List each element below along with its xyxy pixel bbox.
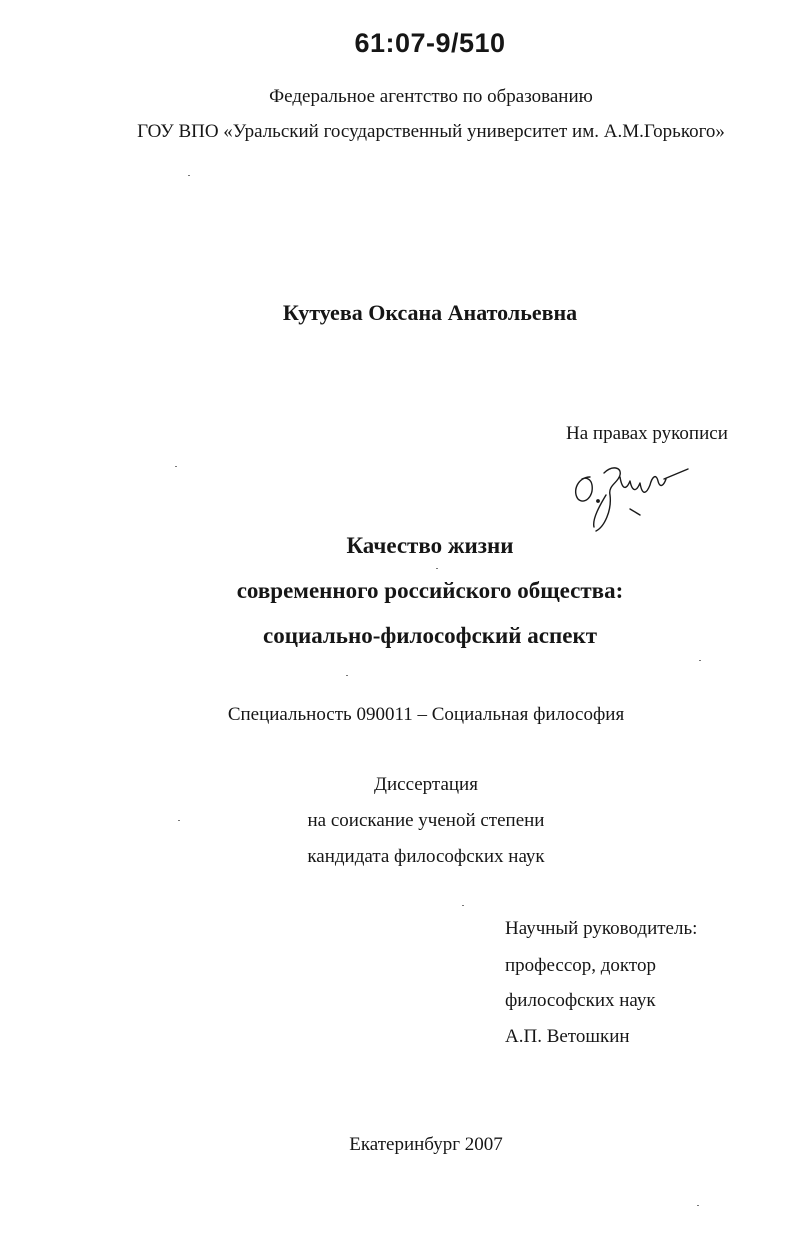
supervisor-title: профессор, доктор [505,955,656,976]
university-name: ГОУ ВПО «Уральский государственный университет им. А.М.Горького» [137,121,725,142]
dissertation-title-line-2: современного российского общества: [236,578,624,603]
supervisor-field: философских наук [505,990,656,1011]
handwritten-signature [560,455,700,535]
scan-speck [346,675,348,676]
specialty-line: Специальность 090011 – Социальная философия [227,704,625,725]
manuscript-rights-note: На правах рукописи [566,423,728,444]
author-name: Кутуева Оксана Анатольевна [282,300,578,325]
degree-line-2: на соискание ученой степени [307,810,545,831]
agency-name: Федеральное агентство по образованию [269,86,593,107]
dissertation-title-line-3: социально-философский аспект [262,623,598,648]
scan-speck [436,568,438,569]
supervisor-name: А.П. Ветошкин [505,1026,630,1047]
city-year: Екатеринбург 2007 [349,1134,503,1155]
degree-line-3: кандидата философских наук [307,846,545,867]
scan-speck [697,1205,699,1206]
supervisor-label: Научный руководитель: [505,918,698,939]
catalog-number: 61:07-9/510 [354,28,506,58]
scan-speck [188,175,190,176]
dissertation-title-line-1: Качество жизни [346,533,514,558]
scan-speck [178,820,180,821]
scan-speck [699,660,701,661]
scan-speck [175,466,177,467]
scan-speck [462,905,464,906]
degree-line-1: Диссертация [374,774,478,795]
